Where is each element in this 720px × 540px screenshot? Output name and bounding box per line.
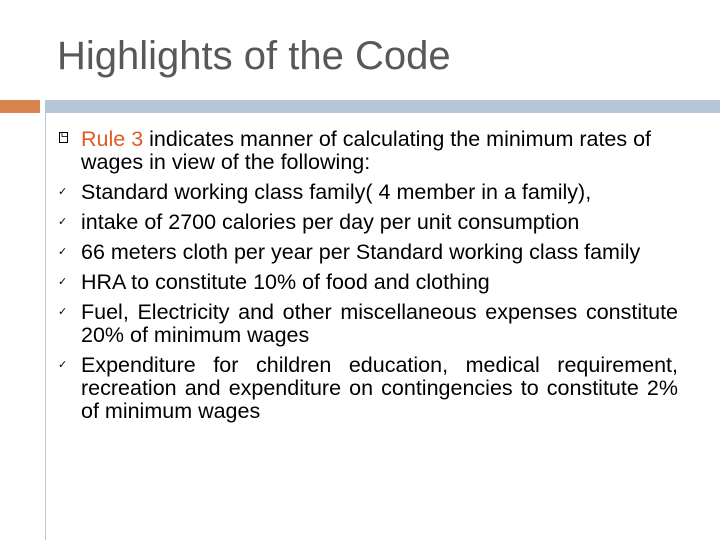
list-item-intro xyxy=(58,128,678,174)
intro-text: indicates manner of calculating the minimum rates of wages in view of the following: xyxy=(81,127,652,174)
list-item xyxy=(58,301,678,347)
slide-title: Highlights of the Code xyxy=(57,34,451,78)
list-item xyxy=(58,181,678,204)
list-item xyxy=(58,211,678,234)
square-bullet-icon-svg xyxy=(59,132,68,143)
checkmark-icon: ✓ xyxy=(58,276,68,288)
list-item xyxy=(58,241,678,264)
list-item-text: Expenditure for children education, medical requirement, recreation and expenditure on contingencies to constitute 2% of minimum wages xyxy=(81,353,678,423)
content-list xyxy=(58,128,678,430)
list-item xyxy=(58,271,678,294)
content-left-line xyxy=(45,113,46,540)
list-item xyxy=(58,354,678,423)
rule-reference: Rule 3 xyxy=(81,127,144,151)
checkmark-icon: ✓ xyxy=(58,216,68,228)
list-item-text: Fuel, Electricity and other miscellaneous expenses constitute 20% of minimum wages xyxy=(81,300,678,347)
list-item-text: Standard working class family( 4 member in a family), xyxy=(81,180,592,204)
checkmark-icon: ✓ xyxy=(58,306,68,318)
checkmark-icon: ✓ xyxy=(58,186,68,198)
list-item-text: HRA to constitute 10% of food and clothing xyxy=(81,270,490,294)
list-item-text: intake of 2700 calories per day per unit consumption xyxy=(81,210,580,234)
checkmark-icon: ✓ xyxy=(58,246,68,258)
title-accent-bar xyxy=(0,100,40,113)
checkmark-icon: ✓ xyxy=(58,359,68,371)
title-rule-bar xyxy=(45,100,720,113)
list-item-text: 66 meters cloth per year per Standard working class family xyxy=(81,240,641,264)
